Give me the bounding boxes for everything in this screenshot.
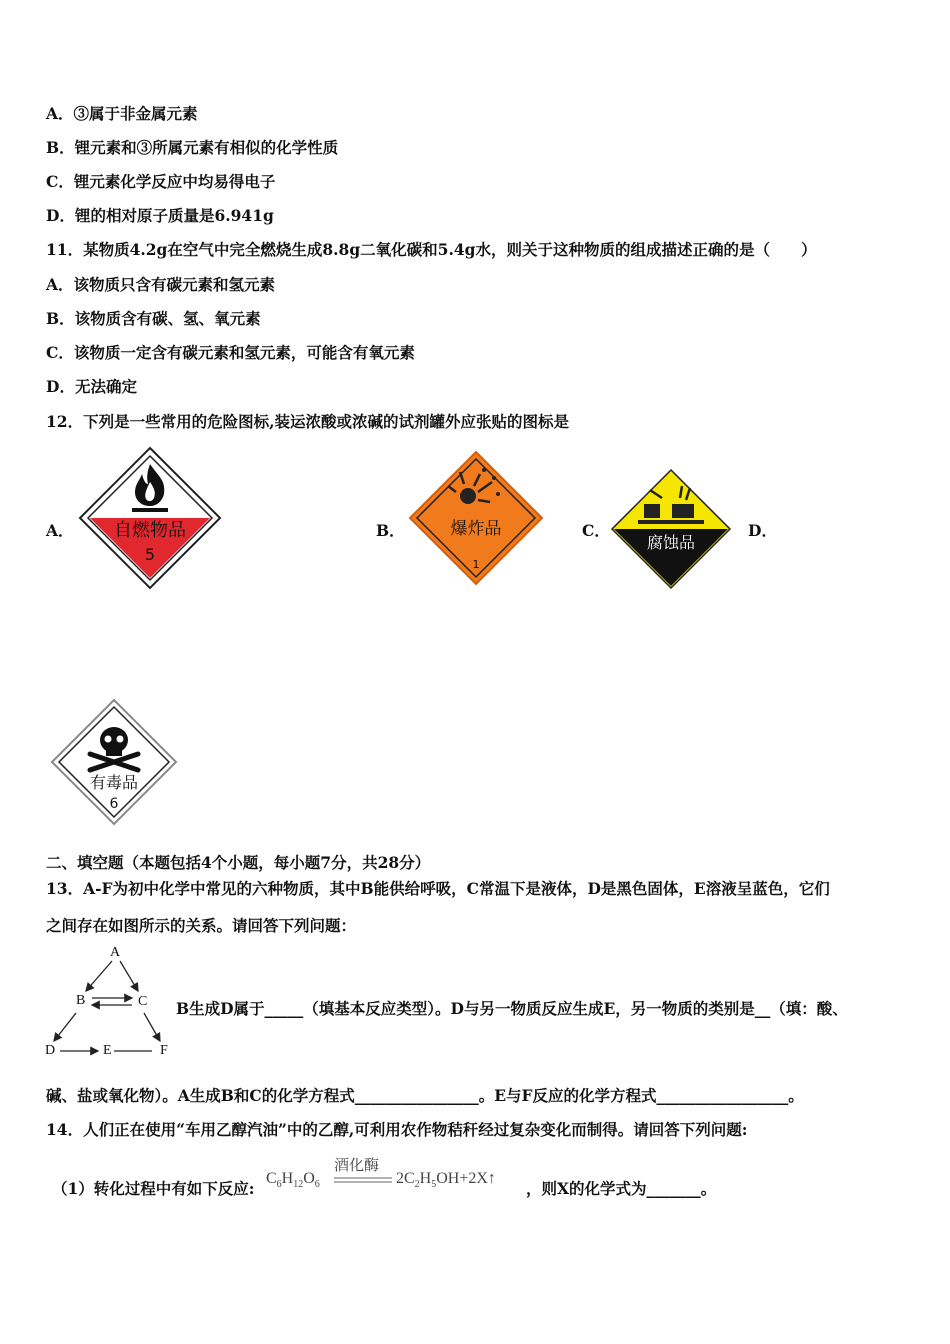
q14-part-1: [52, 1158, 852, 1202]
sign-explosive: [408, 450, 544, 586]
sign-corrosive: [610, 468, 732, 590]
q12-label-b: B．: [376, 521, 405, 540]
q13-line-3: B生成D属于_____（填基本反应类型）。D与另一物质反应生成E，另一物质的类别是__（填：酸、: [176, 999, 848, 1018]
q10-option-a: A．③属于非金属元素: [46, 104, 198, 123]
q11-stem: 11．某物质4.2g在空气中完全燃烧生成8.8g二氧化碳和5.4g水，则关于这种物质的组成描述正确的是（ ）: [46, 240, 817, 259]
node-c: C: [138, 994, 148, 1009]
node-d: D: [45, 1043, 56, 1058]
node-a: A: [110, 945, 121, 960]
arrow-b-d: [54, 1013, 76, 1041]
q12-label-a: A．: [46, 521, 74, 540]
q11-option-a: A．该物质只含有碳元素和氢元素: [46, 275, 276, 294]
node-f: F: [160, 1043, 168, 1058]
q10-option-d: D．锂的相对原子质量是6.941g: [46, 206, 274, 225]
q14-part1-prefix: （1）转化过程中有如下反应:: [52, 1179, 255, 1198]
sign-d-number: 6: [109, 796, 119, 812]
q13-line-1: 13．A-F为初中化学中常见的六种物质，其中B能供给呼吸，C常温下是液体，D是黑色固体，E溶液呈蓝色，它们: [46, 879, 830, 898]
q11-option-d: D．无法确定: [46, 377, 137, 396]
q12-label-c: C．: [582, 521, 610, 540]
q10-option-c: C．锂元素化学反应中均易得电子: [46, 172, 276, 191]
node-e: E: [103, 1043, 112, 1058]
catalyst-label: 酒化酶: [334, 1158, 380, 1174]
section-2-header: 二、填空题（本题包括4个小题，每小题7分，共28分）: [46, 853, 431, 872]
products: $2C_2H_5OH+2X↑$: [396, 1170, 496, 1191]
sign-c-text: 腐蚀品: [646, 533, 696, 552]
sign-b-number: 1: [472, 558, 480, 571]
sign-spontaneous-combustion: [78, 446, 222, 590]
arrow-a-c: [120, 961, 138, 991]
reactant-glucose: $C_6H_{12}O_6$: [266, 1170, 320, 1191]
q14-part1-suffix: ，则X的化学式为_______。: [526, 1179, 717, 1198]
arrow-c-f: [144, 1013, 160, 1041]
relation-diagram: [40, 945, 180, 1065]
q13-line-2: 之间存在如图所示的关系。请回答下列问题：: [46, 916, 357, 935]
reaction-equals-sign: [334, 1176, 392, 1184]
sign-a-number: 5: [144, 545, 156, 564]
arrow-a-b: [86, 961, 112, 991]
q13-line-4: 碱、盐或氧化物）。A生成B和C的化学方程式________________。E与F反应的化学方程式_________________。: [46, 1086, 804, 1105]
sign-d-text: 有毒品: [89, 773, 139, 792]
sign-b-text: 爆炸品: [450, 519, 502, 539]
sign-a-text: 自燃物品: [114, 520, 186, 541]
node-b: B: [76, 993, 86, 1008]
q11-option-b: B．该物质含有碳、氢、氧元素: [46, 309, 261, 328]
q10-option-b: B．锂元素和③所属元素有相似的化学性质: [46, 138, 339, 157]
q12-label-d: D．: [748, 521, 777, 540]
q14-stem: 14．人们正在使用“车用乙醇汽油”中的乙醇,可利用农作物秸秆经过复杂变化而制得。请回答下列问题:: [46, 1120, 748, 1139]
sign-toxic: [50, 698, 178, 826]
q11-option-c: C．该物质一定含有碳元素和氢元素，可能含有氧元素: [46, 343, 415, 362]
q12-stem: 12．下列是一些常用的危险图标,装运浓酸或浓碱的试剂罐外应张贴的图标是: [46, 412, 569, 431]
